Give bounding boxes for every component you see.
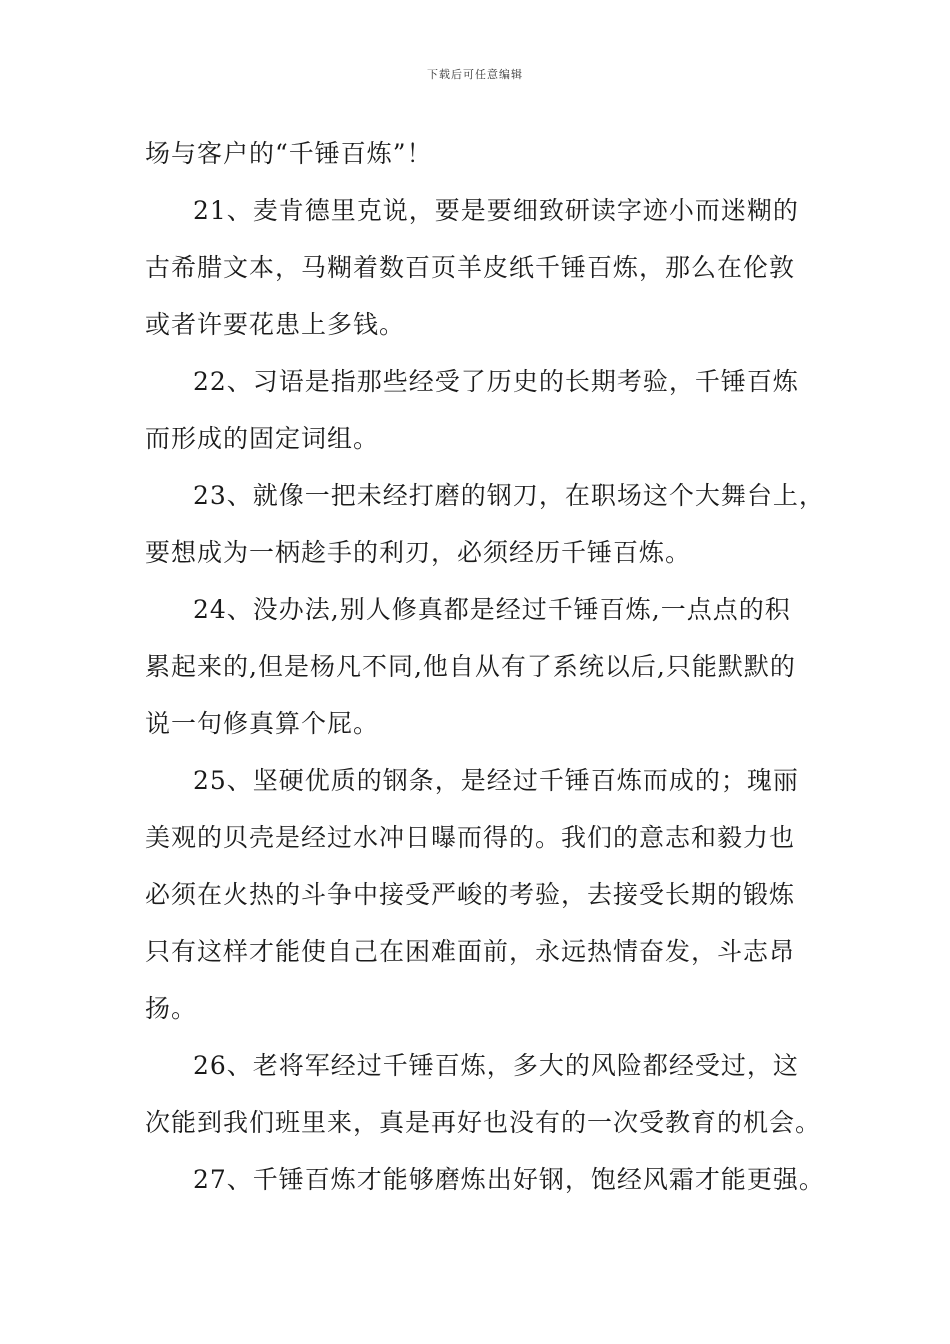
text-line: 必须在火热的斗争中接受严峻的考验，去接受长期的锻炼 xyxy=(145,880,796,909)
text-line: 累起来的,但是杨凡不同,他自从有了系统以后,只能默默的 xyxy=(145,652,796,681)
text-line: 扬。 xyxy=(145,994,198,1023)
document-body xyxy=(145,130,825,1213)
text-line: 26、老将军经过千锤百炼，多大的风险都经受过，这 xyxy=(193,1051,799,1080)
text-line: 25、坚硬优质的钢条，是经过千锤百炼而成的；瑰丽 xyxy=(193,766,799,795)
text-line: 而形成的固定词组。 xyxy=(145,424,380,453)
text-line: 23、就像一把未经打磨的钢刀，在职场这个大舞台上， xyxy=(193,481,825,510)
page-header: 下载后可任意编辑 xyxy=(427,68,523,81)
text-line: 21、麦肯德里克说，要是要细致研读字迹小而迷糊的 xyxy=(193,196,799,225)
text-line: 要想成为一柄趁手的利刃，必须经历千锤百炼。 xyxy=(145,538,692,567)
text-line: 场与客户的“千锤百炼”！ xyxy=(145,139,433,168)
text-line: 说一句修真算个屁。 xyxy=(145,709,380,738)
text-line: 27、千锤百炼才能够磨炼出好钢，饱经风霜才能更强。 xyxy=(193,1165,825,1194)
text-line: 美观的贝壳是经过水冲日曝而得的。我们的意志和毅力也 xyxy=(145,823,796,852)
text-line: 或者许要花患上多钱。 xyxy=(145,310,406,339)
text-line: 古希腊文本，马糊着数百页羊皮纸千锤百炼，那么在伦敦 xyxy=(145,253,796,282)
text-line: 只有这样才能使自己在困难面前，永远热情奋发，斗志昂 xyxy=(145,937,796,966)
text-line: 22、习语是指那些经受了历史的长期考验，千锤百炼 xyxy=(193,367,799,396)
text-line: 次能到我们班里来，真是再好也没有的一次受教育的机会。 xyxy=(145,1108,822,1137)
text-line: 24、没办法,别人修真都是经过千锤百炼,一点点的积 xyxy=(193,595,791,624)
